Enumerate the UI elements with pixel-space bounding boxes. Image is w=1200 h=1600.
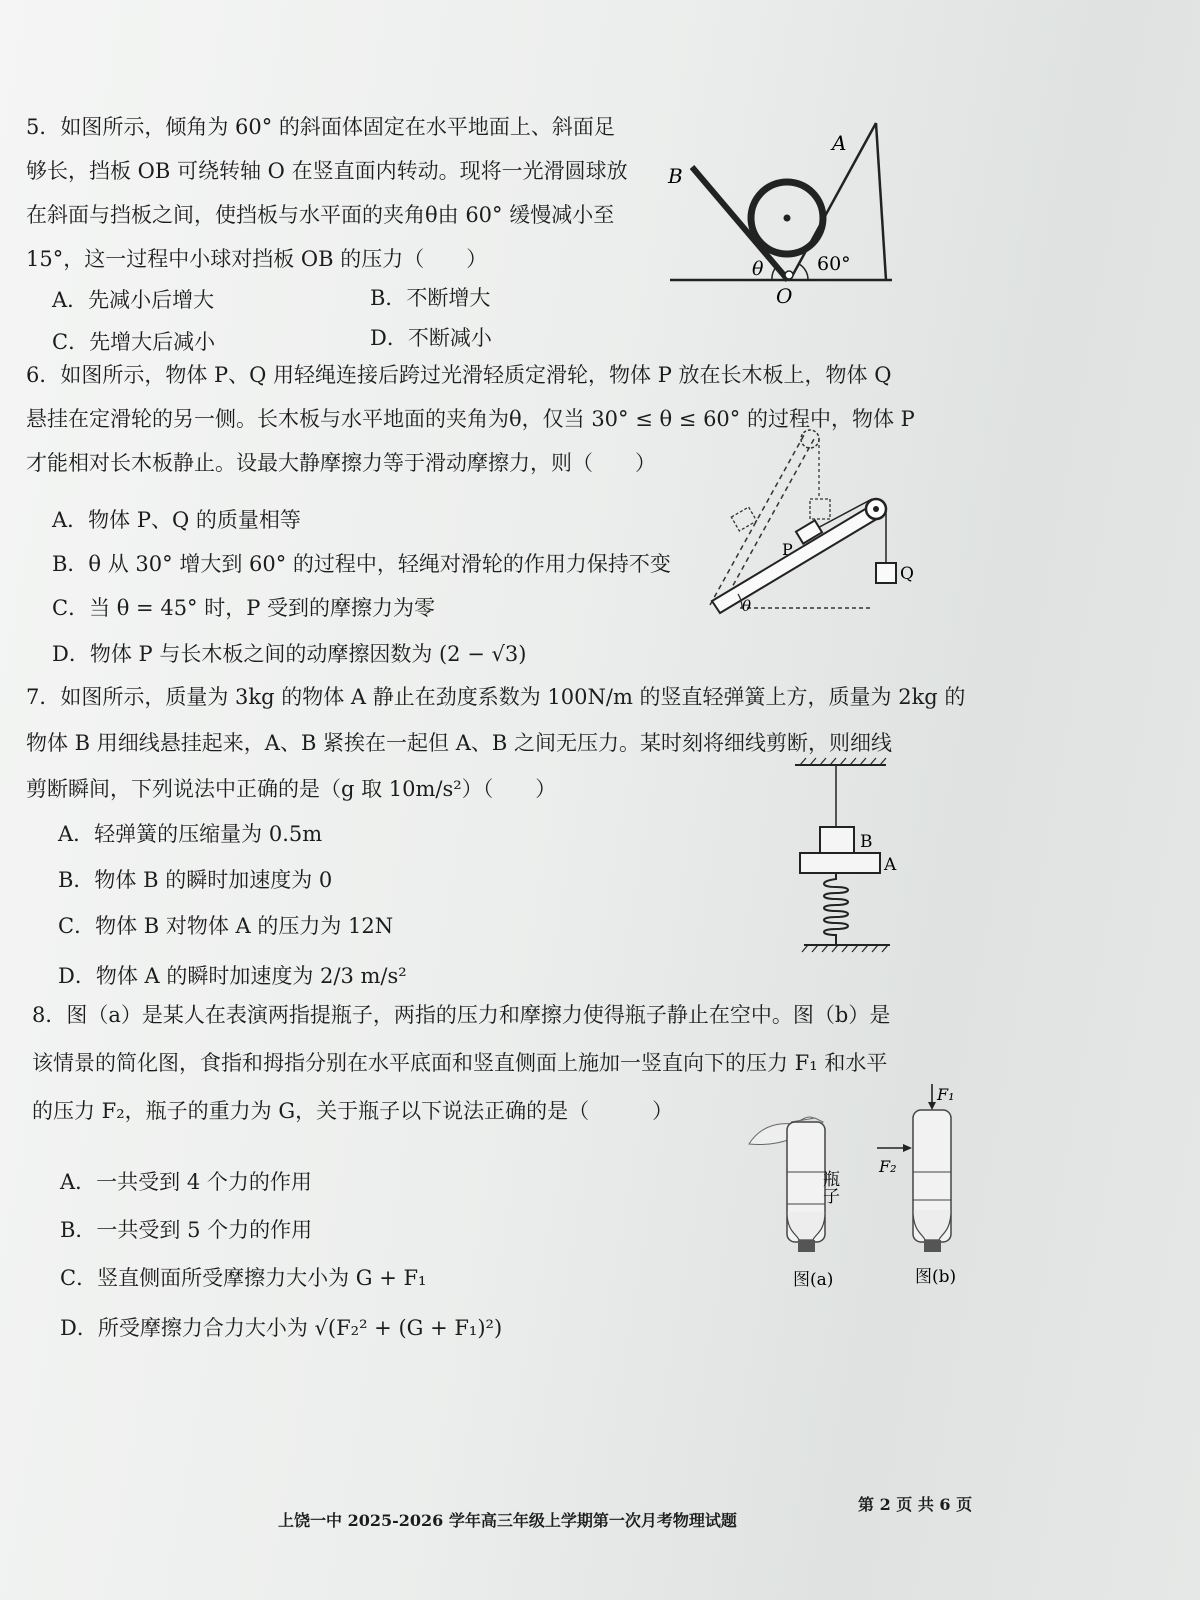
q8-option-d: D．所受摩擦力合力大小为 √(F₂² + (G + F₁)²) <box>60 1316 503 1340</box>
q7-label-b: B <box>860 832 873 852</box>
q7-option-a: A．轻弹簧的压缩量为 0.5m <box>58 822 323 846</box>
q8-caption-a: 图(a) <box>793 1270 834 1290</box>
q6-option-b: B．θ 从 30° 增大到 60° 的过程中，轻绳对滑轮的作用力保持不变 <box>52 552 671 576</box>
q5-line-2: 够长，挡板 OB 可绕转轴 O 在竖直面内转动。现将一光滑圆球放 <box>26 159 628 183</box>
q6-line-3: 才能相对长木板静止。设最大静摩擦力等于滑动摩擦力，则（ ） <box>26 451 656 475</box>
q8-caption-b: 图(b) <box>915 1267 957 1287</box>
q6-label-theta: θ <box>742 597 752 615</box>
q8-option-b: B．一共受到 5 个力的作用 <box>60 1218 313 1242</box>
q8-label-f1: F₁ <box>937 1085 955 1104</box>
q5-line-1: 5．如图所示，倾角为 60° 的斜面体固定在水平地面上、斜面足 <box>26 115 615 139</box>
q7-line-3: 剪断瞬间，下列说法中正确的是（g 取 10m/s²）（ ） <box>26 777 557 801</box>
q7-option-c: C．物体 B 对物体 A 的压力为 12N <box>58 914 394 938</box>
exam-title: 上饶一中 2025-2026 学年高三年级上学期第一次月考物理试题 <box>278 1511 737 1530</box>
q5-option-d: D．不断减小 <box>370 326 492 350</box>
q5-label-a: A <box>832 131 847 155</box>
q6-pulley-diagram <box>700 425 940 625</box>
q5-line-4: 15°，这一过程中小球对挡板 OB 的压力（ ） <box>26 247 488 271</box>
q5-label-angle: 60° <box>817 253 851 275</box>
q5-line-3: 在斜面与挡板之间，使挡板与水平面的夹角θ由 60° 缓慢减小至 <box>26 203 615 227</box>
q8-label-f2: F₂ <box>879 1157 897 1176</box>
q7-line-1: 7．如图所示，质量为 3kg 的物体 A 静止在劲度系数为 100N/m 的竖直轻弹簧上方，质量为 2kg 的 <box>26 685 966 709</box>
q8-option-c: C．竖直侧面所受摩擦力大小为 G + F₁ <box>60 1266 427 1290</box>
q8-bottle-diagram <box>745 1082 975 1307</box>
q6-option-d: D．物体 P 与长木板之间的动摩擦因数为 (2 − √3) <box>52 642 527 666</box>
q7-label-a: A <box>884 855 897 875</box>
q7-option-b: B．物体 B 的瞬时加速度为 0 <box>58 868 333 892</box>
q6-label-q: Q <box>900 564 914 584</box>
q8-line-3: 的压力 F₂，瓶子的重力为 G，关于瓶子以下说法正确的是（ ） <box>32 1099 674 1123</box>
q6-line-2: 悬挂在定滑轮的另一侧。长木板与水平地面的夹角为θ，仅当 30° ≤ θ ≤ 60° 的过程中，物体 P <box>26 407 915 431</box>
q8-line-2: 该情景的简化图，食指和拇指分别在水平底面和竖直侧面上施加一竖直向下的压力 F₁ 和水平 <box>32 1051 888 1075</box>
q5-label-theta: θ <box>752 258 764 280</box>
q5-option-c: C．先增大后减小 <box>52 330 216 354</box>
q5-label-b: B <box>668 164 683 188</box>
q8-label-bottle: 瓶子 <box>819 1170 839 1204</box>
q5-option-a: A．先减小后增大 <box>52 288 215 312</box>
q5-incline-diagram <box>660 115 910 310</box>
q6-line-1: 6．如图所示，物体 P、Q 用轻绳连接后跨过光滑轻质定滑轮，物体 P 放在长木板上，物体 Q <box>26 363 892 387</box>
q8-option-a: A．一共受到 4 个力的作用 <box>60 1170 312 1194</box>
q6-label-p: P <box>782 540 793 559</box>
q5-label-o: O <box>776 284 793 308</box>
q8-line-1: 8．图（a）是某人在表演两指提瓶子，两指的压力和摩擦力使得瓶子静止在空中。图（b）是 <box>32 1003 891 1027</box>
q7-option-d: D．物体 A 的瞬时加速度为 2/3 m/s² <box>58 964 407 988</box>
q5-option-b: B．不断增大 <box>370 286 491 310</box>
q6-option-c: C．当 θ = 45° 时，P 受到的摩擦力为零 <box>52 596 436 620</box>
q6-option-a: A．物体 P、Q 的质量相等 <box>52 508 301 532</box>
q7-line-2: 物体 B 用细线悬挂起来，A、B 紧挨在一起但 A、B 之间无压力。某时刻将细线剪断，则细线 <box>26 731 893 755</box>
page-number: 第 2 页 共 6 页 <box>858 1495 973 1514</box>
q7-spring-diagram <box>790 755 920 970</box>
